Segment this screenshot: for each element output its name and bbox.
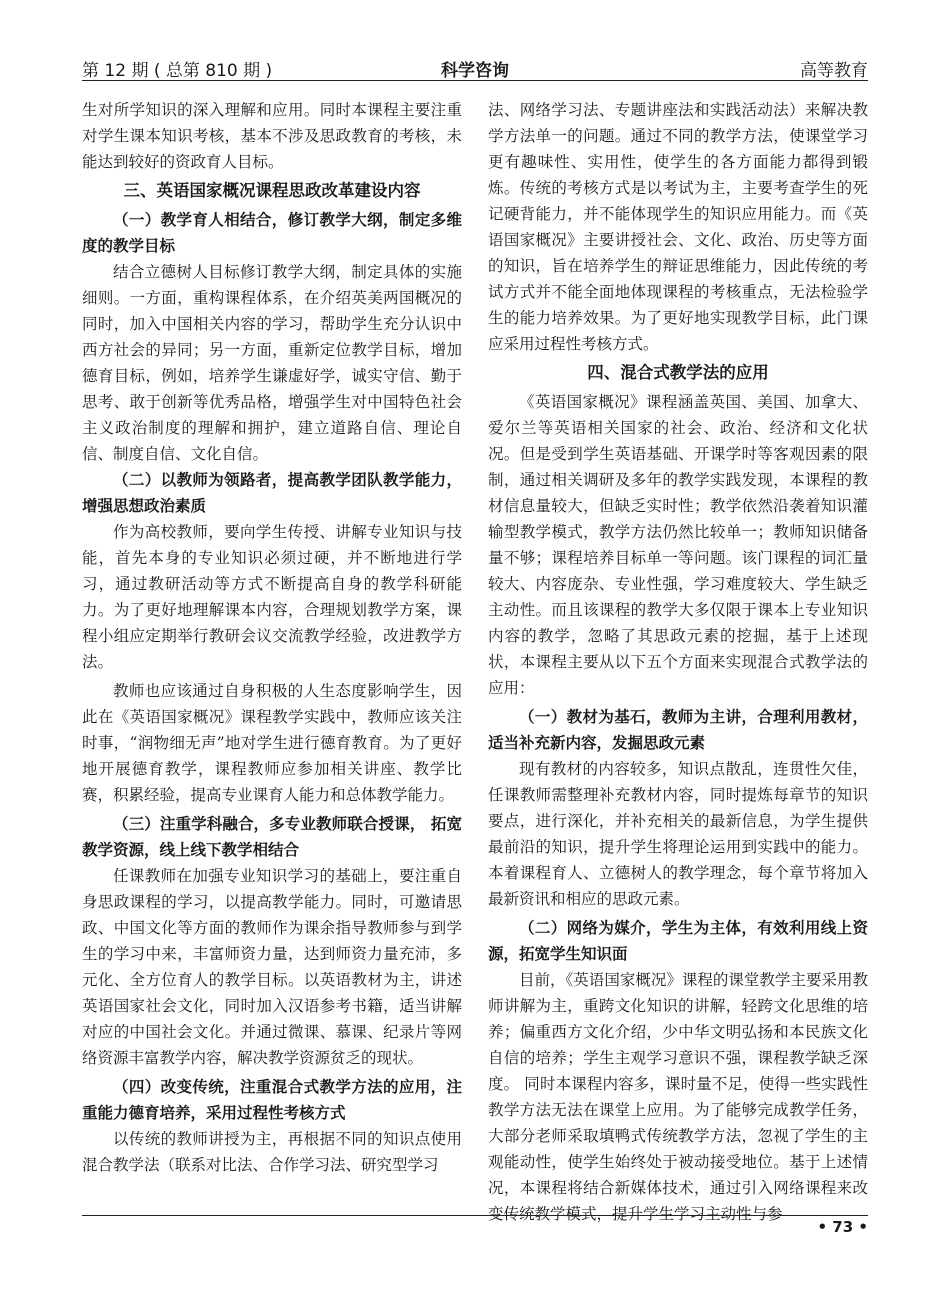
subsection-heading: （三）注重学科融合，多专业教师联合授课， 拓宽教学资源，线上线下教学相结合	[82, 815, 462, 859]
section-heading: 三、英语国家概况课程思政改革建设内容	[123, 181, 421, 200]
issue-number: 第 12 期 ( 总第 810 期 )	[82, 61, 273, 81]
subsection-heading: （四）改变传统，注重混合式教学方法的应用，注重能力德育培养，采用过程性考核方式	[82, 1078, 462, 1122]
paragraph: 作为高校教师，要向学生传授、讲解专业知识与技能，首先本身的专业知识必须过硬，并不断地进行学习，通过教研活动等方式不断提高自身的教学科研能力。为了更好地理解课本内容，合理规划教学方案，课程小组应定期举行教研会议交流教学经验，改进教学方法。	[82, 523, 462, 671]
running-header	[82, 50, 868, 80]
paragraph: 任课教师在加强专业知识学习的基础上，要注重自身思政课程的学习，以提高教学能力。同时，可邀请思政、中国文化等方面的教师作为课余指导教师参与到学生的学习中来，丰富师资力量，达到师资力量充沛，多元化、全方位育人的教学目标。以英语教材为主，讲述英语国家社会文化，同时加入汉语参考书籍，适当讲解对应的中国社会文化。并通过微课、慕课、纪录片等网络资源丰富教学内容，解决教学资源贫乏的现状。	[82, 867, 462, 1067]
header-rule	[82, 80, 868, 81]
paragraph: 生对所学知识的深入理解和应用。同时本课程主要注重对学生课本知识考核，基本不涉及思政教育的考核，未能达到较好的资政育人目标。	[82, 101, 462, 171]
paragraph: 法、网络学习法、专题讲座法和实践活动法）来解决教学方法单一的问题。通过不同的教学方法，使课堂学习更有趣味性、实用性，使学生的各方面能力都得到锻炼。传统的考核方式是以考试为主，主要考查学生的死记硬背能力，并不能体现学生的知识应用能力。而《英语国家概况》主要讲授社会、文化、政治、历史等方面的知识，旨在培养学生的辩证思维能力，因此传统的考试方式并不能全面地体现课程的考核重点，无法检验学生的能力培养效果。为了更好地实现教学目标，此门课应采用过程性考核方式。	[488, 101, 868, 353]
paragraph: 目前，《英语国家概况》课程的课堂教学主要采用教师讲解为主，重跨文化知识的讲解，轻跨文化思维的培养；偏重西方文化介绍，少中华文明弘扬和本民族文化自信的培养；学生主观学习意识不强，课程教学缺乏深度。 同时本课程内容多，课时量不足，使得一些实践性教学方法无法在课堂上应用。为了能够完成教学任务，大部分老师采取填鸭式传统教学方法，忽视了学生的主观能动性，使学生始终处于被动接受地位。基于上述情况，本课程将结合新媒体技术，通过引入网络课程来改变传统教学模式，提升学生学习主动性与参	[488, 971, 868, 1223]
journal-title: 科学咨询	[441, 61, 509, 81]
paragraph: 《英语国家概况》课程涵盖英国、美国、加拿大、爱尔兰等英语相关国家的社会、政治、经济和文化状况。但是受到学生英语基础、开课学时等客观因素的限制，通过相关调研及多年的教学实践发现，本课程的教材信息量较大，但缺乏实时性；教学依然沿袭着知识灌输型教学模式，教学方法仍然比较单一；教师知识储备量不够；课程培养目标单一等问题。该门课程的词汇量较大、内容庞杂、专业性强，学习难度较大、学生缺乏主动性。而且该课程的教学大多仅限于课本上专业知识内容的教学，忽略了其思政元素的挖掘，基于上述现状，本课程主要从以下五个方面来实现混合式教学法的应用：	[488, 393, 868, 697]
subsection-heading: （二）以教师为领路者，提高教学团队教学能力，增强思想政治素质	[82, 471, 462, 515]
subsection-heading: （一）教学育人相结合，修订教学大纲，制定多维度的教学目标	[82, 211, 462, 255]
subsection-heading: （一）教材为基石，教师为主讲，合理利用教材，适当补充新内容，发掘思政元素	[488, 708, 868, 752]
page-number: • 73 •	[817, 1218, 868, 1236]
paragraph: 现有教材的内容较多，知识点散乱，连贯性欠佳，任课教师需整理补充教材内容，同时提炼每章节的知识要点，进行深化，并补充相关的最新信息，为学生提供最前沿的知识，提升学生将理论运用到实践中的能力。本着课程育人、立德树人的教学理念，每个章节将加入最新资讯和相应的思政元素。	[488, 760, 868, 908]
subsection-heading: （二）网络为媒介，学生为主体，有效利用线上资源，拓宽学生知识面	[488, 919, 868, 963]
paragraph: 教师也应该通过自身积极的人生态度影响学生，因此在《英语国家概况》课程教学实践中，教师应该关注时事，“润物细无声”地对学生进行德育教育。为了更好地开展德育教学，课程教师应参加相关讲座、教学比赛，积累经验，提高专业课育人能力和总体教学能力。	[82, 682, 462, 804]
paragraph: 结合立德树人目标修订教学大纲，制定具体的实施细则。一方面，重构课程体系，在介绍英美两国概况的同时，加入中国相关内容的学习，帮助学生充分认识中西方社会的异同；另一方面，重新定位教学目标，增加德育目标，例如，培养学生谦虚好学，诚实守信、勤于思考、敢于创新等优秀品格，增强学生对中国特色社会主义政治制度的理解和拥护，建立道路自信、理论自信、制度自信、文化自信。	[82, 263, 462, 463]
left-column	[82, 97, 462, 1178]
paragraph: 以传统的教师讲授为主，再根据不同的知识点使用混合教学法（联系对比法、合作学习法、研究型学习	[82, 1130, 462, 1174]
section-heading: 四、混合式教学法的应用	[587, 363, 769, 382]
section-name: 高等教育	[800, 61, 868, 81]
right-column	[488, 97, 868, 1227]
footer-rule	[82, 1215, 868, 1216]
